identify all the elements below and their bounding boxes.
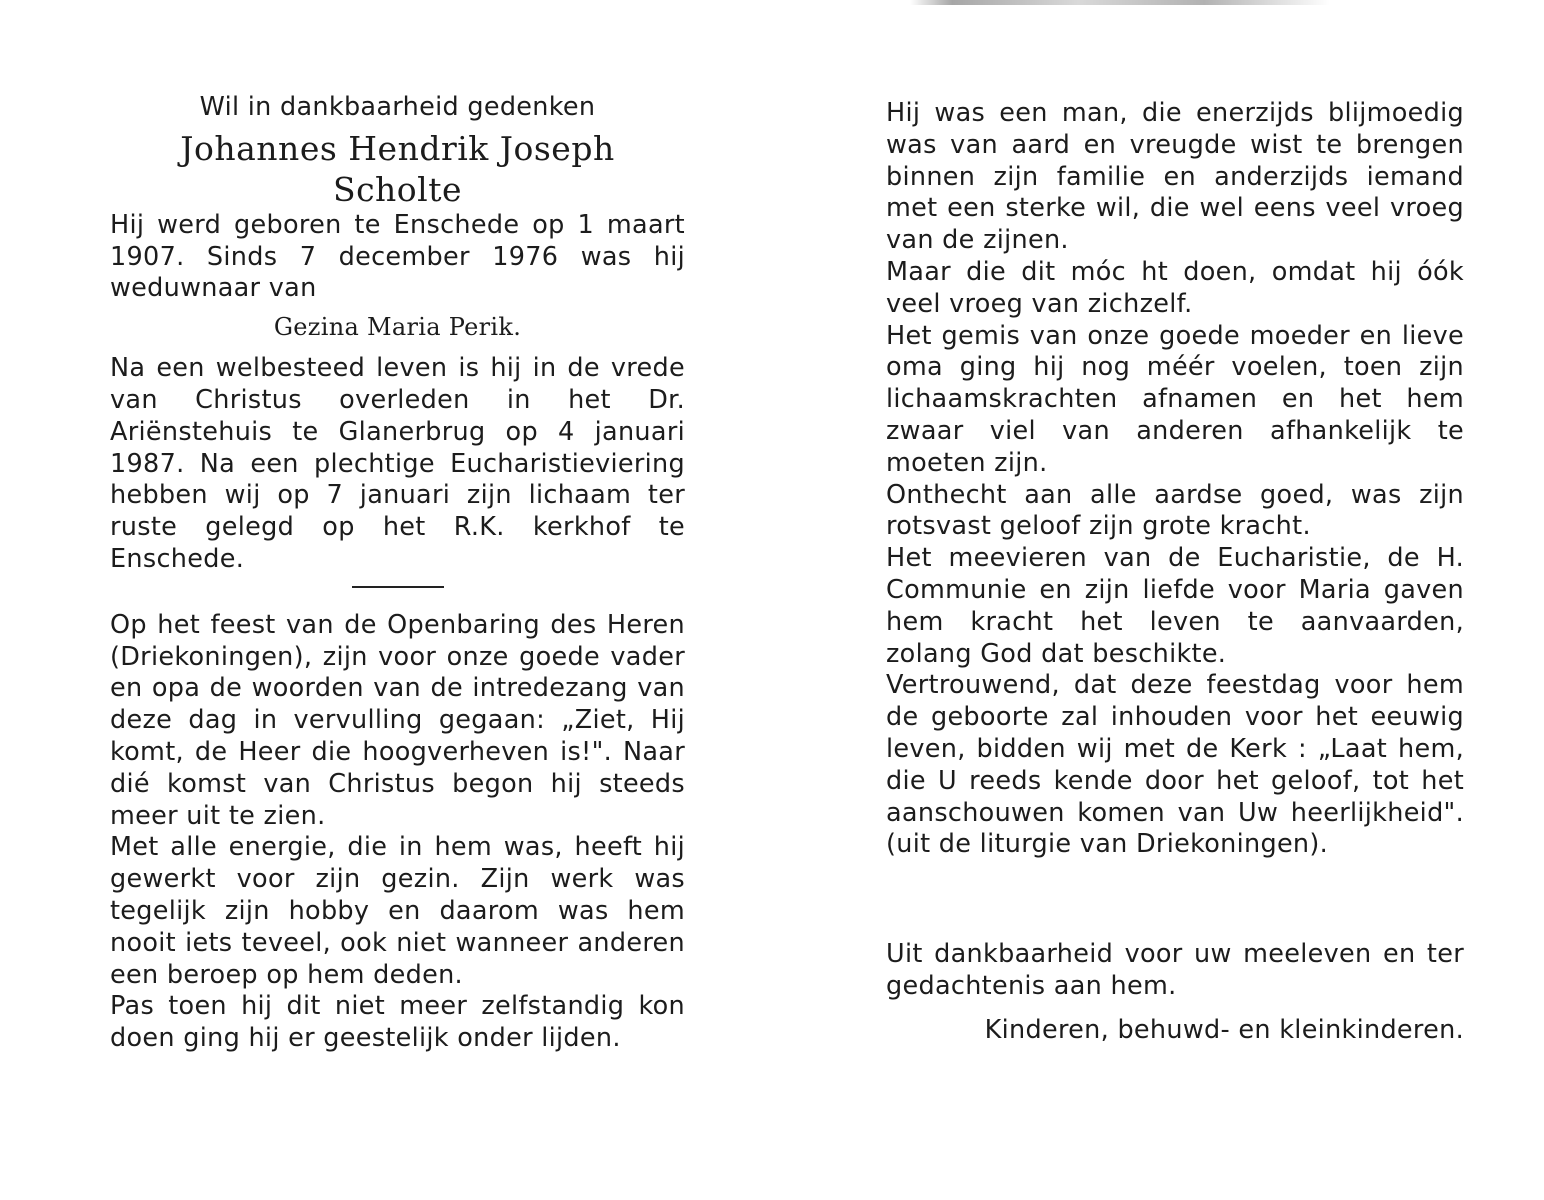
left-column (110, 92, 685, 1055)
scan-edge-smudge (910, 0, 1330, 5)
right-paragraph-4: Onthecht aan alle aardse goed, was zijn rotsvast geloof zijn grote kracht. (886, 479, 1464, 542)
left-paragraph-1: Op het feest van de Openbaring des Heren (Driekoningen), zijn voor onze goede vader en opa de woorden van de intredezang van deze dag in vervulling gegaan: „Ziet, Hij komt, de Heer die hoogverheven is!". Naar dié komst van Christus begon hij steeds meer uit te zien. (110, 609, 685, 831)
signature-line: Kinderen, behuwd- en kleinkinderen. (984, 1014, 1464, 1045)
right-paragraph-6: Vertrouwend, dat deze feestdag voor hem de geboorte zal inhouden voor het eeuwig leven, bidden wij met de Kerk : „Laat hem, die U reeds kende door het geloof, tot het aanschouwen komen van Uw heerlijkheid". (uit de liturgie van Driekoningen). (886, 670, 1464, 860)
right-paragraph-1: Hij was een man, die enerzijds blijmoedig was van aard en vreugde wist te brengen binnen zijn familie en anderzijds iemand met een sterke wil, die wel eens veel vroeg van de zijnen. (886, 98, 1464, 256)
name-line-2: Scholte (332, 169, 463, 209)
thanks-text: Uit dankbaarheid voor uw meeleven en ter gedachtenis aan hem. (886, 939, 1464, 1001)
name-line-1: Johannes Hendrik Joseph (180, 128, 615, 168)
right-column (886, 98, 1464, 1047)
intro-line: Wil in dankbaarheid gedenken (199, 92, 596, 122)
right-paragraph-2: Maar die dit móc ht doen, omdat hij óók veel vroeg van zichzelf. (886, 256, 1464, 319)
death-text: Na een welbesteed leven is hij in de vrede van Christus overleden in het Dr. Ariënstehuis te Glanerbrug op 4 januari 1987. Na een plechtige Eucharistieviering hebben wij op 7 januari zijn lichaam ter ruste gelegd op het R.K. kerkhof te Enschede. (110, 353, 685, 574)
spouse-name: Gezina Maria Perik. (273, 313, 522, 342)
spacer (886, 861, 1464, 939)
left-paragraph-3: Pas toen hij dit niet meer zelfstandig kon doen ging hij er geestelijk onder lijden. (110, 991, 685, 1054)
left-paragraph-2: Met alle energie, die in hem was, heeft hij gewerkt voor zijn gezin. Zijn werk was tegelijk zijn hobby en daarom was hem nooit iets teveel, ook niet wanneer anderen een beroep op hem deden. (110, 832, 685, 990)
birth-text: Hij werd geboren te Enschede op 1 maart 1907. Sinds 7 december 1976 was hij weduwnaar van (110, 209, 685, 304)
right-paragraph-3: Het gemis van onze goede moeder en lieve oma ging hij nog méér voelen, toen zijn lichaamskrachten afnamen en het hem zwaar viel van anderen afhankelijk te moeten zijn. (886, 320, 1464, 478)
right-paragraph-5: Het meevieren van de Eucharistie, de H. Communie en zijn liefde voor Maria gaven hem kracht het leven te aanvaarden, zolang God dat beschikte. (886, 543, 1464, 669)
section-divider (352, 586, 444, 588)
deceased-name (110, 128, 685, 210)
